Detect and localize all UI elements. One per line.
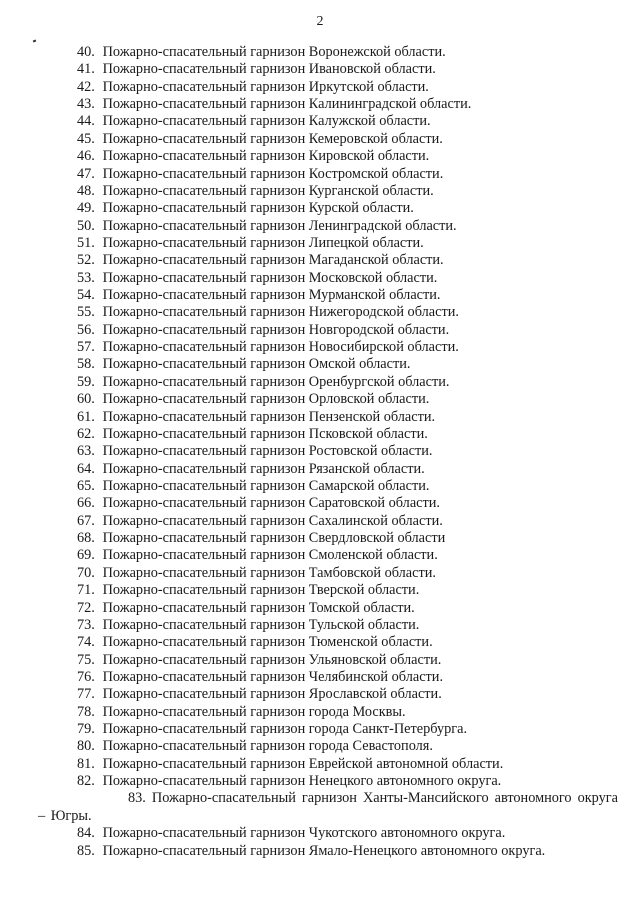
item-text: Пожарно-спасательный гарнизон Сахалинской области. xyxy=(102,512,443,529)
list-item xyxy=(0,252,640,269)
item-number: 53. xyxy=(77,269,95,286)
item-text: Пожарно-спасательный гарнизон Тюменской области. xyxy=(102,634,433,651)
list-item xyxy=(0,443,640,460)
list-item xyxy=(0,79,640,96)
item-text: Пожарно-спасательный гарнизон города Санкт-Петербурга. xyxy=(102,721,468,738)
item-text: Пожарно-спасательный гарнизон Псковской области. xyxy=(102,425,428,442)
list-item xyxy=(0,843,640,860)
item-number: 69. xyxy=(77,547,95,564)
item-number: 58. xyxy=(77,356,95,373)
list-item xyxy=(0,287,640,304)
list-item xyxy=(0,61,640,78)
item-text: Пожарно-спасательный гарнизон Курганской области. xyxy=(102,182,434,199)
garrison-list xyxy=(0,44,640,860)
item-number: 49. xyxy=(77,200,95,217)
item-number: 57. xyxy=(77,339,95,356)
list-item xyxy=(0,218,640,235)
item-number: 74. xyxy=(77,634,95,651)
item-text: Пожарно-спасательный гарнизон Ямало-Ненецкого автономного округа. xyxy=(102,842,546,859)
item-number: 52. xyxy=(77,252,95,269)
list-item xyxy=(0,530,640,547)
list-item xyxy=(0,773,640,790)
item-number: 65. xyxy=(77,477,95,494)
item-text: Пожарно-спасательный гарнизон Липецкой области. xyxy=(102,234,424,251)
item-text: Пожарно-спасательный гарнизон Ивановской области. xyxy=(102,61,436,78)
item-number: 71. xyxy=(77,582,95,599)
list-item xyxy=(0,513,640,530)
item-text: Пожарно-спасательный гарнизон Московской области. xyxy=(102,269,438,286)
list-item xyxy=(0,270,640,287)
item-number: 75. xyxy=(77,651,95,668)
item-number: 41. xyxy=(77,61,95,78)
list-item xyxy=(0,600,640,617)
list-item xyxy=(0,565,640,582)
item-text: Пожарно-спасательный гарнизон Орловской области. xyxy=(102,391,430,408)
item-text: Пожарно-спасательный гарнизон Курской области. xyxy=(102,200,414,217)
item-text: Пожарно-спасательный гарнизон Магаданской области. xyxy=(102,252,444,269)
item-text: Пожарно-спасательный гарнизон Ярославской области. xyxy=(102,686,442,703)
list-item xyxy=(0,686,640,703)
item-text: Пожарно-спасательный гарнизон Новосибирской области. xyxy=(102,339,459,356)
item-text: Пожарно-спасательный гарнизон Челябинской области. xyxy=(102,668,444,685)
item-text: Пожарно-спасательный гарнизон города Москвы. xyxy=(102,703,406,720)
list-item xyxy=(0,391,640,408)
item-number: 64. xyxy=(77,460,95,477)
item-text: Пожарно-спасательный гарнизон Томской области. xyxy=(102,599,415,616)
item-text: Пожарно-спасательный гарнизон Ростовской области. xyxy=(102,443,433,460)
item-text: Пожарно-спасательный гарнизон Пензенской области. xyxy=(102,408,436,425)
list-item xyxy=(0,113,640,130)
item-number: 46. xyxy=(77,148,95,165)
item-number: 68. xyxy=(77,530,95,547)
item-text: Пожарно-спасательный гарнизон Тамбовской области. xyxy=(102,564,436,581)
item-number: 83. xyxy=(128,790,146,807)
item-text: Пожарно-спасательный гарнизон Ульяновской области. xyxy=(102,651,442,668)
list-item xyxy=(0,652,640,669)
item-number: 50. xyxy=(77,217,95,234)
list-item xyxy=(0,495,640,512)
item-text: Пожарно-спасательный гарнизон Ханты-Мансийского автономного округа – Югры. xyxy=(38,790,618,824)
list-item xyxy=(0,825,640,842)
item-number: 67. xyxy=(77,512,95,529)
item-text: Пожарно-спасательный гарнизон Воронежской области. xyxy=(102,44,446,60)
item-text: Пожарно-спасательный гарнизон Еврейской автономной области. xyxy=(102,755,504,772)
item-text: Пожарно-спасательный гарнизон Иркутской области. xyxy=(102,78,429,95)
list-item xyxy=(0,200,640,217)
list-item xyxy=(0,166,640,183)
item-text: Пожарно-спасательный гарнизон Костромской области. xyxy=(102,165,444,182)
item-number: 47. xyxy=(77,165,95,182)
list-item xyxy=(0,790,640,825)
item-number: 76. xyxy=(77,668,95,685)
item-text: Пожарно-спасательный гарнизон Калининградской области. xyxy=(102,96,472,113)
item-number: 61. xyxy=(77,408,95,425)
item-number: 73. xyxy=(77,616,95,633)
list-item xyxy=(0,738,640,755)
item-text: Пожарно-спасательный гарнизон Мурманской области. xyxy=(102,287,441,304)
list-item xyxy=(0,721,640,738)
list-item xyxy=(0,235,640,252)
item-text: Пожарно-спасательный гарнизон Ленинградской области. xyxy=(102,217,457,234)
item-number: 56. xyxy=(77,321,95,338)
item-number: 48. xyxy=(77,182,95,199)
item-number: 66. xyxy=(77,495,95,512)
item-text: Пожарно-спасательный гарнизон Самарской области. xyxy=(102,477,430,494)
item-text: Пожарно-спасательный гарнизон города Севастополя. xyxy=(102,738,433,755)
list-item xyxy=(0,148,640,165)
item-number: 54. xyxy=(77,287,95,304)
item-number: 43. xyxy=(77,96,95,113)
item-number: 85. xyxy=(77,842,95,859)
item-text: Пожарно-спасательный гарнизон Оренбургской области. xyxy=(102,373,450,390)
list-item xyxy=(0,356,640,373)
list-item xyxy=(0,426,640,443)
item-text: Пожарно-спасательный гарнизон Тверской области. xyxy=(102,582,420,599)
item-text: Пожарно-спасательный гарнизон Свердловской области xyxy=(102,530,446,547)
item-text: Пожарно-спасательный гарнизон Калужской области. xyxy=(102,113,431,130)
list-item xyxy=(0,339,640,356)
list-item xyxy=(0,547,640,564)
list-item xyxy=(0,183,640,200)
list-item xyxy=(0,374,640,391)
item-number: 51. xyxy=(77,234,95,251)
list-item xyxy=(0,617,640,634)
list-item xyxy=(0,322,640,339)
item-number: 70. xyxy=(77,564,95,581)
item-text: Пожарно-спасательный гарнизон Новгородской области. xyxy=(102,321,450,338)
item-number: 82. xyxy=(77,773,95,790)
item-number: 80. xyxy=(77,738,95,755)
list-item xyxy=(0,44,640,61)
item-number: 60. xyxy=(77,391,95,408)
list-item xyxy=(0,478,640,495)
item-number: 59. xyxy=(77,373,95,390)
list-item xyxy=(0,304,640,321)
item-number: 42. xyxy=(77,78,95,95)
item-number: 78. xyxy=(77,703,95,720)
item-text: Пожарно-спасательный гарнизон Тульской области. xyxy=(102,616,420,633)
list-item xyxy=(0,409,640,426)
page-number: 2 xyxy=(316,14,324,29)
item-text: Пожарно-спасательный гарнизон Чукотского автономного округа. xyxy=(102,825,506,842)
list-item xyxy=(0,669,640,686)
item-number: 55. xyxy=(77,304,95,321)
item-number: 62. xyxy=(77,425,95,442)
item-text: Пожарно-спасательный гарнизон Кемеровской области. xyxy=(102,130,443,147)
item-number: 81. xyxy=(77,755,95,772)
item-text: Пожарно-спасательный гарнизон Нижегородской области. xyxy=(102,304,459,321)
scan-mark xyxy=(33,40,37,43)
item-text: Пожарно-спасательный гарнизон Кировской области. xyxy=(102,148,430,165)
item-number: 77. xyxy=(77,686,95,703)
item-number: 63. xyxy=(77,443,95,460)
list-item xyxy=(0,704,640,721)
item-number: 84. xyxy=(77,825,95,842)
item-number: 40. xyxy=(77,44,95,60)
item-number: 72. xyxy=(77,599,95,616)
list-item xyxy=(0,96,640,113)
list-item xyxy=(0,756,640,773)
item-number: 44. xyxy=(77,113,95,130)
list-item xyxy=(0,634,640,651)
item-text: Пожарно-спасательный гарнизон Смоленской области. xyxy=(102,547,438,564)
item-number: 79. xyxy=(77,721,95,738)
list-item xyxy=(0,131,640,148)
item-text: Пожарно-спасательный гарнизон Ненецкого автономного округа. xyxy=(102,773,502,790)
list-item xyxy=(0,461,640,478)
list-item xyxy=(0,582,640,599)
item-text: Пожарно-спасательный гарнизон Рязанской области. xyxy=(102,460,425,477)
item-text: Пожарно-спасательный гарнизон Саратовской области. xyxy=(102,495,440,512)
item-text: Пожарно-спасательный гарнизон Омской области. xyxy=(102,356,411,373)
item-number: 45. xyxy=(77,130,95,147)
